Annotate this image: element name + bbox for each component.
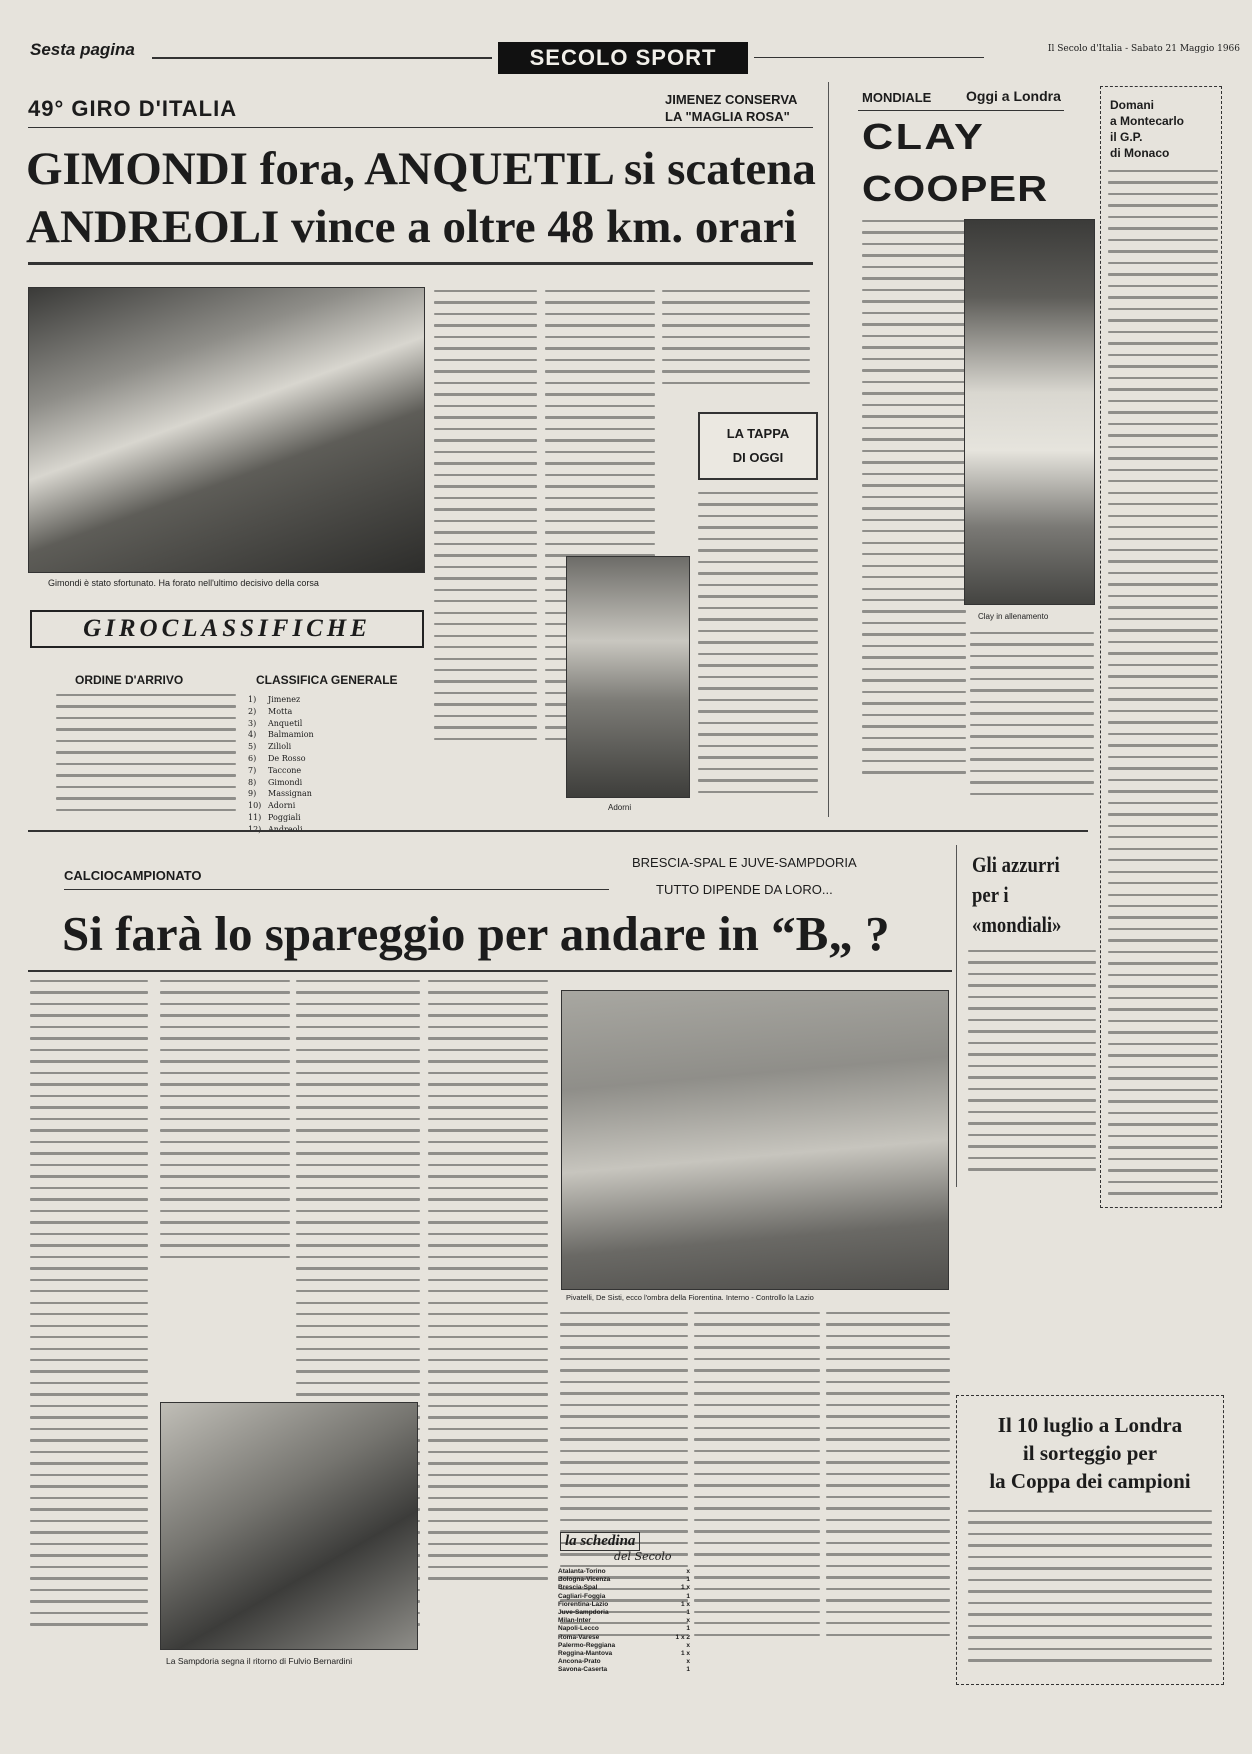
classifica-pos: 5): [248, 742, 257, 752]
calcio-headline-rule: [28, 970, 952, 972]
giro-headline-2: ANDREOLI vince a oltre 48 km. orari: [26, 201, 797, 253]
gimondi-photo-caption: Gimondi è stato sfortunato. Ha forato nell'ultimo decisivo della corsa: [48, 578, 319, 588]
tappa-box-line-1: LA TAPPA: [726, 426, 790, 441]
classifica-row: [248, 813, 428, 825]
schedina-row: Juve-Sampdoria 1: [558, 1608, 690, 1616]
classifica-row: [248, 754, 428, 766]
calcio-article-col-7: [826, 1312, 950, 1672]
classifica-row: [248, 719, 428, 731]
schedina-row: Savona-Caserta 1: [558, 1666, 690, 1674]
giro-subkicker-2: LA "MAGLIA ROSA": [665, 109, 790, 124]
header-rule-right: [754, 57, 984, 58]
giro-headline-1: GIMONDI fora, ANQUETIL si scatena: [26, 143, 816, 195]
boxing-article-col-2: [970, 632, 1094, 812]
gimondi-photo: [28, 287, 425, 573]
clay-photo: [964, 219, 1095, 605]
coppa-title-3: la Coppa dei campioni: [989, 1469, 1191, 1493]
schedina-row: Roma-Varese 1 x 2: [558, 1633, 690, 1641]
azzurri-title-2: per i: [972, 882, 1009, 907]
classifica-row: [248, 707, 428, 719]
schedina-row: Cagliari-Foggia 1: [558, 1592, 690, 1600]
schedina-row: Napoli-Lecco 1: [558, 1625, 690, 1633]
giro-kicker-rule: [28, 127, 813, 128]
classifica-name: Balmamion: [268, 730, 314, 740]
classifica-name: Anquetil: [268, 718, 303, 728]
calcio-article-col-1: [30, 980, 148, 1670]
classifica-name: Zilioli: [268, 742, 292, 752]
column-divider-boxing: [828, 82, 829, 817]
monaco-article: [1108, 170, 1218, 1204]
tappa-article: [698, 492, 818, 814]
classifica-pos: 1): [248, 695, 257, 704]
classifica-row: [248, 730, 428, 742]
calcio-article-col-6: [694, 1312, 820, 1672]
schedina-rows: [558, 1568, 690, 1674]
classifica-row: [248, 778, 428, 790]
schedina-box: [556, 1532, 691, 1672]
classifica-name: Jimenez: [268, 695, 301, 704]
monaco-title-4: di Monaco: [1110, 146, 1170, 160]
azzurri-article: [968, 950, 1096, 1184]
classifica-generale-list: [248, 695, 428, 837]
schedina-row: Palermo-Reggiana x: [558, 1641, 690, 1649]
schedina-row: Milan-Inter x: [558, 1617, 690, 1625]
classifica-pos: 9): [248, 789, 257, 799]
classifica-name: Motta: [268, 706, 293, 716]
classifica-row: [248, 742, 428, 754]
giro-headline-rule: [28, 262, 813, 265]
monaco-title-2: a Montecarlo: [1110, 114, 1185, 128]
calcio-headline: Si farà lo spareggio per andare in “B„ ?: [62, 906, 890, 961]
coppa-title-1: Il 10 luglio a Londra: [997, 1413, 1183, 1437]
azzurri-title-1: Gli azzurri: [972, 852, 1060, 877]
calcio-kicker-rule: [64, 889, 609, 890]
schedina-title: la schedina: [560, 1532, 640, 1551]
calcio-match-photo-caption: Pivatelli, De Sisti, ecco l'ombra della Fiorentina. Interno - Controllo la Lazio: [566, 1293, 814, 1302]
classifica-name: Gimondi: [268, 777, 303, 787]
monaco-title-3: il G.P.: [1110, 130, 1143, 144]
classifica-name: Massignan: [268, 789, 312, 799]
boxing-article-col-1: [862, 220, 966, 810]
giroclassifiche-title: GIROCLASSIFICHE: [30, 610, 424, 648]
calcio-kicker: CALCIOCAMPIONATO: [64, 868, 202, 883]
ordine-arrivo-list: [56, 694, 236, 834]
bernardini-photo: [160, 1402, 418, 1650]
section-divider: [28, 830, 1088, 832]
classifica-name: Poggiali: [268, 812, 301, 822]
schedina-row: Ancona-Prato x: [558, 1658, 690, 1666]
classifica-pos: 10): [248, 801, 262, 811]
azzurri-title-3: «mondiali»: [972, 912, 1062, 937]
giro-article-col-1: [434, 290, 537, 775]
classifica-row: [248, 801, 428, 813]
schedina-row: Brescia-Spal 1 x: [558, 1584, 690, 1592]
page-label: Sesta pagina: [30, 40, 135, 59]
schedina-subtitle: del Secolo: [614, 1550, 672, 1563]
classifica-name: De Rosso: [268, 753, 306, 763]
giro-article-col-3: [662, 290, 810, 398]
tappa-box: [698, 412, 818, 480]
calcio-article-col-2: [160, 980, 290, 1285]
classifica-name: Taccone: [268, 765, 302, 775]
giro-kicker: 49° GIRO D'ITALIA: [28, 96, 238, 121]
classifica-name: Adorni: [268, 801, 296, 811]
boxing-kicker-2: Oggi a Londra: [966, 88, 1061, 104]
schedina-row: Bologna-Vicenza 1: [558, 1576, 690, 1584]
monaco-title-1: Domani: [1110, 98, 1155, 112]
header-rule-left: [152, 57, 492, 59]
boxing-kicker-1: MONDIALE: [862, 90, 932, 105]
classifica-row: [248, 695, 428, 707]
calcio-article-col-4: [428, 980, 548, 1620]
classifica-pos: 8): [248, 777, 257, 787]
schedina-row: Reggina-Mantova 1 x: [558, 1649, 690, 1657]
calcio-match-photo: [561, 990, 949, 1290]
schedina-row: Atalanta-Torino x: [558, 1568, 690, 1575]
adorni-photo-caption: Adorni: [608, 803, 632, 812]
classifica-pos: 3): [248, 718, 257, 728]
boxing-headline-2: COOPER: [862, 168, 1049, 209]
ordine-arrivo-title: ORDINE D'ARRIVO: [75, 673, 184, 687]
clay-photo-caption: Clay in allenamento: [978, 612, 1049, 621]
classifica-pos: 6): [248, 753, 257, 763]
boxing-headline-1: CLAY: [862, 116, 986, 157]
coppa-article: [968, 1510, 1212, 1678]
boxing-kicker-rule: [858, 110, 1064, 111]
giro-subkicker-1: JIMENEZ CONSERVA: [665, 92, 798, 107]
classifica-pos: 4): [248, 730, 257, 740]
classifica-pos: 11): [248, 812, 262, 822]
tappa-box-line-2: DI OGGI: [732, 450, 784, 465]
classifica-row: [248, 789, 428, 801]
classifica-row: [248, 766, 428, 778]
classifica-pos: 7): [248, 765, 257, 775]
dateline: Il Secolo d'Italia - Sabato 21 Maggio 1966: [1047, 44, 1240, 54]
schedina-row: Fiorentina-Lazio 1 x: [558, 1600, 690, 1608]
classifica-generale-title: CLASSIFICA GENERALE: [256, 673, 398, 687]
calcio-sub-2: TUTTO DIPENDE DA LORO...: [656, 882, 833, 897]
coppa-title-2: il sorteggio per: [1022, 1441, 1158, 1465]
classifica-pos: 2): [248, 706, 257, 716]
calcio-sub-1: BRESCIA-SPAL E JUVE-SAMPDORIA: [632, 855, 857, 870]
adorni-photo: [566, 556, 690, 798]
section-logo: SECOLO SPORT: [498, 42, 748, 74]
bernardini-photo-caption: La Sampdoria segna il ritorno di Fulvio Bernardini: [166, 1656, 353, 1666]
